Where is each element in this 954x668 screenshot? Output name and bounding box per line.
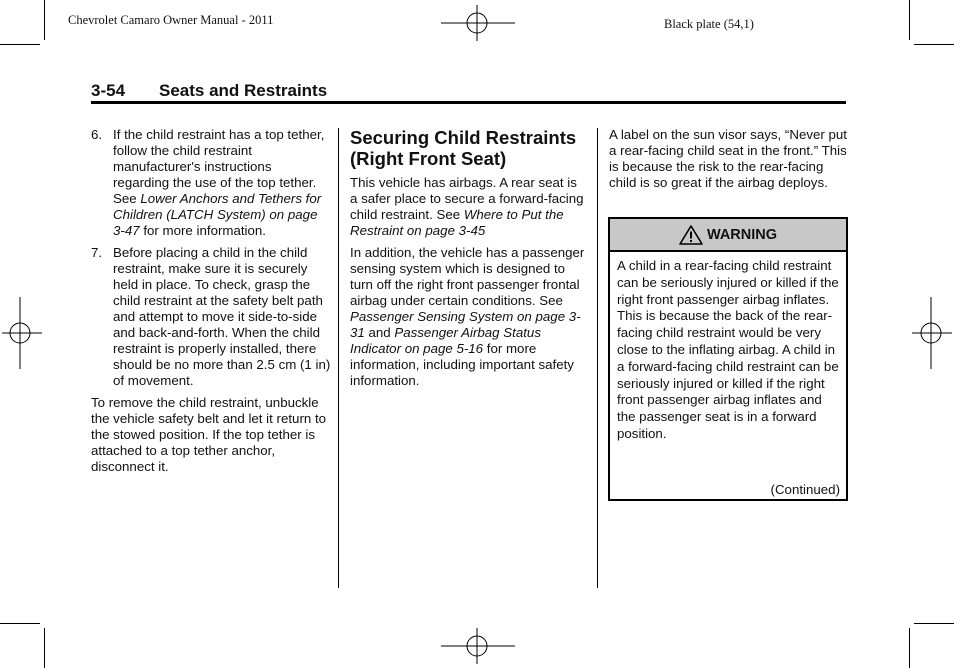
column-1: [91, 127, 331, 475]
body-paragraph: A label on the sun visor says, “Never put a rear-facing child seat in the front.” This is because the risk to the rear-facing child is so great if the airbag deploys.: [609, 127, 847, 190]
registration-mark-icon: [912, 297, 952, 369]
warning-title: WARNING: [706, 226, 778, 243]
paragraph-text: In addition, the vehicle has a passenger sensing system which is designed to turn off the right front passenger frontal airbag under certain conditions. See: [350, 245, 585, 308]
step-text: Before placing a child in the child restraint, make sure it is securely held in place. To check, grasp the child restraint at the safety belt path and attempt to move it side-to-side and back-and-forth. When the child restraint is properly installed, there should be no more than 2.5 cm (1 in) of movement.: [113, 245, 331, 388]
crop-mark: [44, 0, 45, 40]
column-2: [350, 127, 585, 395]
step-text: If the child restraint has a top tether, follow the child restraint manufacturer's instructions regarding the use of the top tether. See: [113, 127, 325, 206]
crop-mark: [0, 623, 40, 624]
crop-mark: [0, 44, 40, 45]
body-paragraph: [350, 245, 585, 389]
registration-mark-icon: [441, 628, 515, 664]
column-divider: [597, 128, 598, 588]
paragraph-text: for more information, including important safety information.: [350, 341, 574, 388]
cross-reference-link[interactable]: Passenger Airbag Status Indicator on page 5-16: [350, 325, 541, 356]
column-divider: [338, 128, 339, 588]
subsection-heading: Securing Child Restraints (Right Front Seat): [350, 127, 577, 169]
step-number: 6.: [91, 127, 103, 142]
section-title: Seats and Restraints: [159, 81, 328, 100]
registration-mark-icon: [2, 297, 42, 369]
step-7: [91, 245, 331, 389]
body-paragraph: To remove the child restraint, unbuckle the vehicle safety belt and let it return to the stowed position. If the top tether is attached to a top tether anchor, disconnect it.: [91, 395, 327, 474]
plate-label: Black plate (54,1): [664, 17, 754, 31]
page-number: 3-54: [91, 81, 126, 100]
crop-mark: [909, 0, 910, 40]
warning-header: [610, 219, 846, 252]
crop-mark: [909, 628, 910, 668]
warning-triangle-icon: [679, 225, 703, 245]
manual-title: Chevrolet Camaro Owner Manual - 2011: [68, 13, 274, 27]
section-rule: [91, 101, 846, 104]
crop-mark: [44, 628, 45, 668]
step-text: for more information.: [139, 223, 266, 238]
step-number: 7.: [91, 245, 103, 260]
warning-text: A child in a rear-facing child restraint can be seriously injured or killed if the right front passenger airbag inflates. This is because the back of the rear-facing child restraint would be very close to the inflating airbag. A child in a forward-facing child restraint can be seriously injured or killed if the right front passenger airbag inflates and the passenger seat is in a forward position.: [617, 258, 839, 441]
step-6: [91, 127, 331, 239]
paragraph-text: and: [364, 325, 395, 340]
warning-box: [608, 217, 848, 501]
column-3: [609, 127, 849, 191]
section-heading: [91, 81, 327, 101]
cross-reference-link[interactable]: Lower Anchors and Tethers for Children (LATCH System) on page 3-47: [113, 191, 322, 238]
paragraph-text: This vehicle has airbags. A rear seat is a safer place to secure a forward-facing child restraint. See: [350, 175, 584, 222]
continued-label: (Continued): [770, 482, 840, 497]
body-paragraph: [350, 175, 585, 239]
registration-mark-icon: [441, 5, 515, 41]
crop-mark: [914, 623, 954, 624]
crop-mark: [914, 44, 954, 45]
cross-reference-link[interactable]: Where to Put the Restraint on page 3-45: [350, 207, 564, 238]
cross-reference-link[interactable]: Passenger Sensing System on page 3-31: [350, 309, 581, 340]
